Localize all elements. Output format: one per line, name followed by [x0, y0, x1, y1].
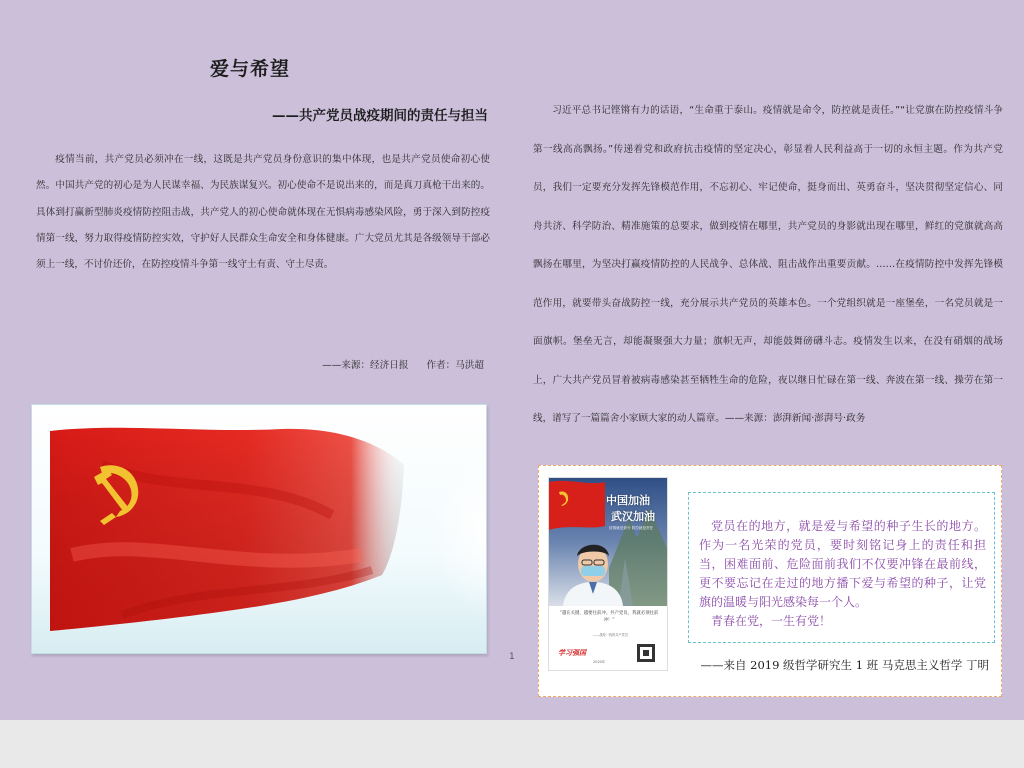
quote-text: 党员在的地方，就是爱与希望的种子生长的地方。作为一名光荣的党员，要时刻铭记身上的责任和担当，困难面前、危险面前我们不仅要冲锋在最前线，更不要忘记在走过的地方播下爱与希望的种子，让党旗的温暖与阳光感染每一个人。 [699, 519, 986, 609]
poster-heading-line1: 中国加油 [606, 494, 650, 507]
party-flag-image [31, 404, 487, 654]
quote-slogan: 青春在党，一生有党！ [711, 614, 832, 628]
page-subtitle: ——共产党员战疫期间的责任与担当 [272, 108, 488, 124]
author-label: 作者：马洪超 [426, 360, 484, 371]
poster-note: ——战疫一线的共产党员 [592, 633, 629, 637]
left-source-line [322, 357, 484, 371]
poster-heading-line2: 武汉加油 [611, 510, 655, 523]
quote-box [688, 492, 995, 643]
quote-card [538, 465, 1002, 697]
right-body-paragraph: 习近平总书记铿锵有力的话语，“生命重于泰山。疫情就是命令，防控就是责任。”“让党旗在防控疫情斗争第一线高高飘扬。”传递着党和政府抗击疫情的坚定决心，彰显着人民利益高于一切的永恒主题。作为共产党员，我们一定要充分发挥先锋模范作用，不忘初心、牢记使命，挺身而出、英勇奋斗，坚决贯彻坚定信心、同舟共济、科学防治、精准施策的总要求，做到疫情在哪里，共产党员的身影就出现在哪里，鲜红的党旗就高高飘扬在哪里，为坚决打赢疫情防控的人民战争、总体战、阻击战作出重要贡献。……在疫情防控中发挥先锋模范作用，就要带头奋战防控一线，充分展示共产党员的英雄本色。一个党组织就是一座堡垒，一名党员就是一面旗帜。堡垒无言，却能凝聚强大力量；旗帜无声，却能鼓舞磅礴斗志。疫情发生以来，在没有硝烟的战场上，广大共产党员冒着被病毒感染甚至牺牲生命的危险，夜以继日忙碌在第一线、奔波在第一线、操劳在第一线，谱写了一篇篇舍小家顾大家的动人篇章。——来源：澎湃新闻·澎湃号·政务 [533, 105, 1003, 424]
poster-date: 2020年 [593, 660, 606, 664]
poster-tagline: 疫情就是命令 防控就是责任 [609, 526, 654, 530]
left-page [0, 0, 512, 720]
poster-quote: “越在关键，越要往前冲。共产党员，我就必须往前冲！” [559, 611, 659, 623]
quote-attribution: ——来自 2019 级哲学研究生 1 班 马克思主义哲学 丁明 [700, 658, 989, 672]
page-number: 1 [509, 652, 515, 662]
red-flag-illustration [32, 405, 486, 653]
left-body-paragraph: 疫情当前，共产党员必须冲在一线，这既是共产党员身份意识的集中体现，也是共产党员使命初心使然。中国共产党的初心是为人民谋幸福、为民族谋复兴。初心使命不是说出来的，而是真刀真枪干出来的。具体到打赢新型肺炎疫情防控阻击战，共产党人的初心使命就体现在无惧病毒感染风险，勇于深入到防控疫情第一线，努力取得疫情防控实效，守护好人民群众生命安全和身体健康。广大党员尤其是各级领导干部必须上一线，不讨价还价，在防控疫情斗争第一线守土有责、守土尽责。 [36, 154, 490, 271]
epidemic-poster-image [548, 477, 668, 671]
poster-logo: 学习强国 [558, 649, 586, 657]
page-title: 爱与希望 [209, 58, 290, 80]
source-label: ——来源：经济日报 [322, 360, 409, 371]
